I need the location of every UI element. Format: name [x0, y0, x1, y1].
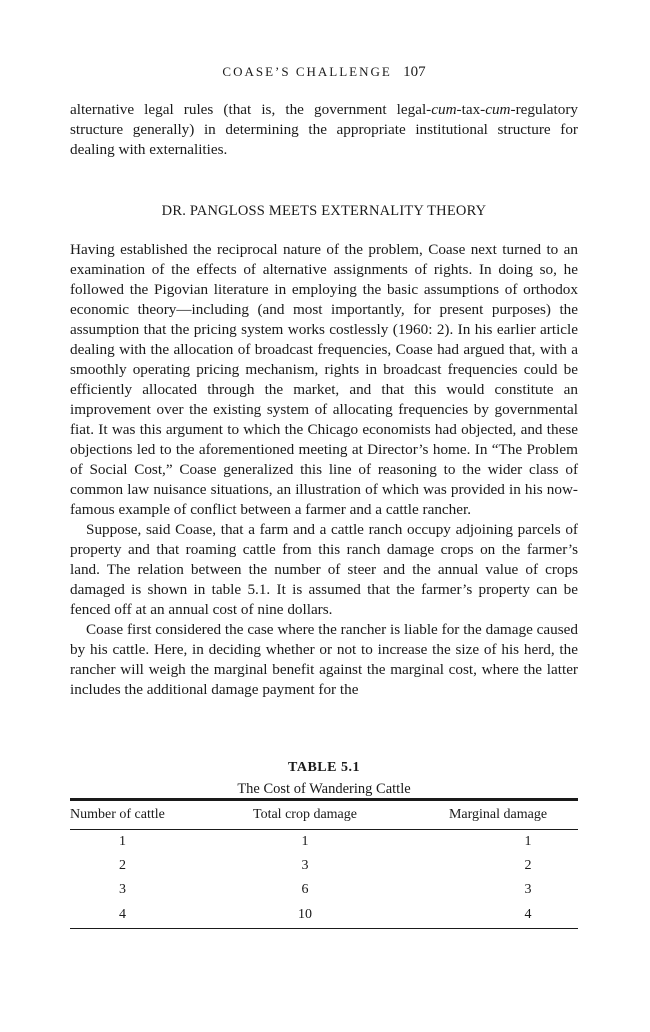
table-title: The Cost of Wandering Cattle — [237, 781, 411, 797]
running-head — [70, 64, 578, 81]
opening-text-part1: alternative legal rules (that is, the government legal- — [70, 101, 432, 118]
cell-total-damage: 1 — [301, 834, 309, 849]
paragraph-2: Suppose, said Coase, that a farm and a cattle ranch occupy adjoining parcels of property and that roaming cattle from this ranch damage crops on the farmer’s land. The relation between the number of steer and the annual value of crops damaged is shown in table 5.1. It is assumed that the farmer’s property can be fenced off at an annual cost of nine dollars. — [70, 521, 578, 618]
section-heading: DR. PANGLOSS MEETS EXTERNALITY THEORY — [161, 203, 487, 219]
table-label: TABLE 5.1 — [288, 760, 360, 775]
cell-marginal-damage: 4 — [418, 902, 578, 929]
running-head-title: COASE’S CHALLENGE — [222, 64, 392, 79]
main-text — [70, 240, 578, 700]
cell-cattle: 3 — [119, 882, 126, 897]
paragraph-3: Coase first considered the case where the rancher is liable for the damage caused by his cattle. Here, in deciding whether or not to increase the size of his herd, the rancher will weigh the marginal benefit against the marginal cost, where the latter includes the additional damage payment for the — [70, 621, 578, 698]
cattle-damage-table — [70, 798, 578, 929]
paragraph-1: Having established the reciprocal nature of the problem, Coase next turned to an examination of the effects of alternative assignments of rights. In doing so, he followed the Pigovian literature in employing the basic assumptions of orthodox economic theory—including (and most importantly, for present purposes) the assumption that the pricing system works costlessly (1960: 2). In his earlier article dealing with the allocation of broadcast frequencies, Coase had argued that, with a smoothly operating pricing mechanism, rights in broadcast frequencies could be efficiently allocated through the market, and that this would constitute an improvement over the existing system of allocating frequencies by governmental fiat. It was this argument to which the Chicago economists had objected, and these objections led to the aforementioned meeting at Director’s home. In “The Problem of Social Cost,” Coase generalized this line of reasoning to the wider class of common law nuisance situations, an illustration of which was provided in his now-famous example of conflict between a farmer and a cattle rancher. — [70, 241, 578, 518]
opening-text-part3: -regulatory structure generally) in determining the appropriate institutional structure for dealing with externalities. — [70, 101, 578, 158]
opening-paragraph — [70, 100, 578, 160]
cell-marginal-damage: 2 — [524, 858, 532, 873]
cell-cattle: 1 — [119, 834, 126, 849]
table-row — [70, 830, 578, 855]
table-header-row — [70, 800, 578, 830]
table-caption — [70, 759, 578, 798]
table-row — [70, 878, 578, 902]
opening-italic-1: cum — [431, 101, 457, 118]
cell-cattle: 2 — [119, 858, 126, 873]
opening-text-part2: -tax- — [456, 101, 486, 118]
opening-italic-2: cum — [485, 101, 511, 118]
header-marginal-damage: Marginal damage — [448, 807, 548, 822]
header-total-crop-damage: Total crop damage — [253, 807, 357, 822]
table-row — [70, 902, 578, 929]
cell-marginal-damage: 3 — [524, 882, 532, 897]
cell-cattle: 4 — [70, 902, 192, 929]
cell-total-damage: 10 — [192, 902, 418, 929]
cell-total-damage: 3 — [301, 858, 309, 873]
cell-total-damage: 6 — [301, 882, 309, 897]
page-number: 107 — [403, 64, 426, 80]
table-row — [70, 854, 578, 878]
header-number-of-cattle: Number of cattle — [70, 807, 165, 822]
cell-marginal-damage: 1 — [524, 834, 532, 849]
